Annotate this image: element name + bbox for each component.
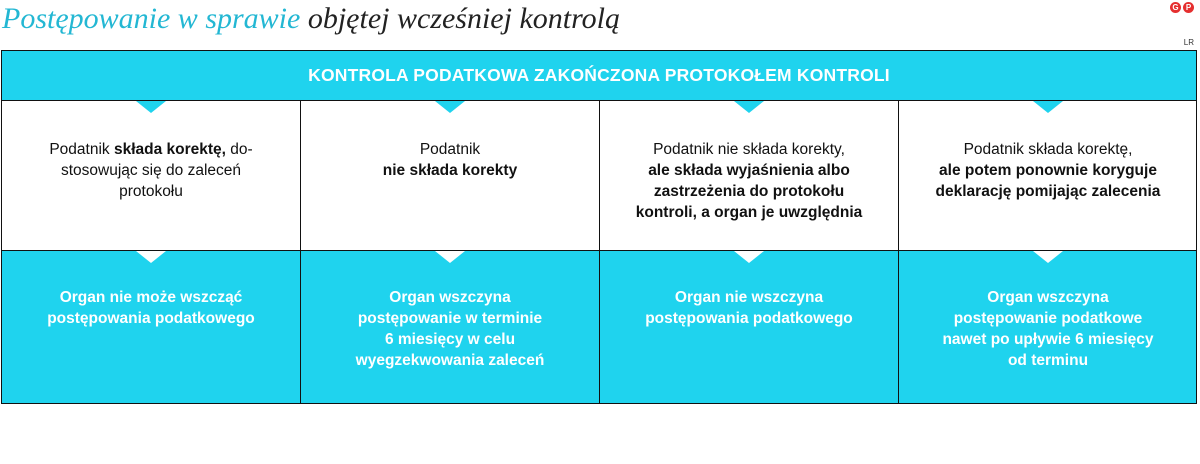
situation-arrow-2: [435, 251, 465, 263]
page-title: [2, 0, 620, 38]
diagram-header: KONTROLA PODATKOWA ZAKOŃCZONA PROTOKOŁEM KONTROLI: [2, 51, 1196, 101]
outcome-3: Organ nie wszczyna postępowania podatkowego: [645, 289, 853, 327]
flow-diagram: [1, 50, 1197, 404]
header-arrow-2: [435, 101, 465, 113]
situation-arrow-3: [734, 251, 764, 263]
title-part-cyan: Postępowanie w sprawie: [2, 2, 301, 35]
publisher-logo: [1170, 2, 1194, 13]
logo-badge-2: P: [1183, 2, 1194, 13]
header-arrow-1: [136, 101, 166, 113]
author-initials: LR: [1183, 38, 1194, 47]
situation-arrow-4: [1033, 251, 1063, 263]
outcome-4: Organ wszczyna postępowanie podatkowe nawet po upływie 6 miesięcy od terminu: [942, 289, 1154, 369]
title-part-dark: objętej wcześniej kontrolą: [307, 2, 621, 35]
situation-3: Podatnik nie składa korekty, ale składa wyjaśnienia albo zastrzeżenia do protokołu kontroli, a organ je uwzględnia: [635, 141, 863, 221]
outcome-2: Organ wszczyna postępowanie w terminie 6 miesięcy w celu wyegzekwowania zaleceń: [355, 289, 545, 369]
outcome-1: Organ nie może wszcząć postępowania podatkowego: [47, 289, 255, 327]
situation-1: Podatnik składa korektę, do- stosowując się do zaleceń protokołu: [49, 141, 253, 200]
header-arrow-4: [1033, 101, 1063, 113]
situation-arrow-1: [136, 251, 166, 263]
situation-2: Podatnik nie składa korekty: [382, 141, 518, 179]
header-arrow-3: [734, 101, 764, 113]
logo-badge-1: G: [1170, 2, 1181, 13]
situation-4: Podatnik składa korektę, ale potem ponownie koryguje deklarację pomijając zalecenia: [935, 141, 1161, 200]
